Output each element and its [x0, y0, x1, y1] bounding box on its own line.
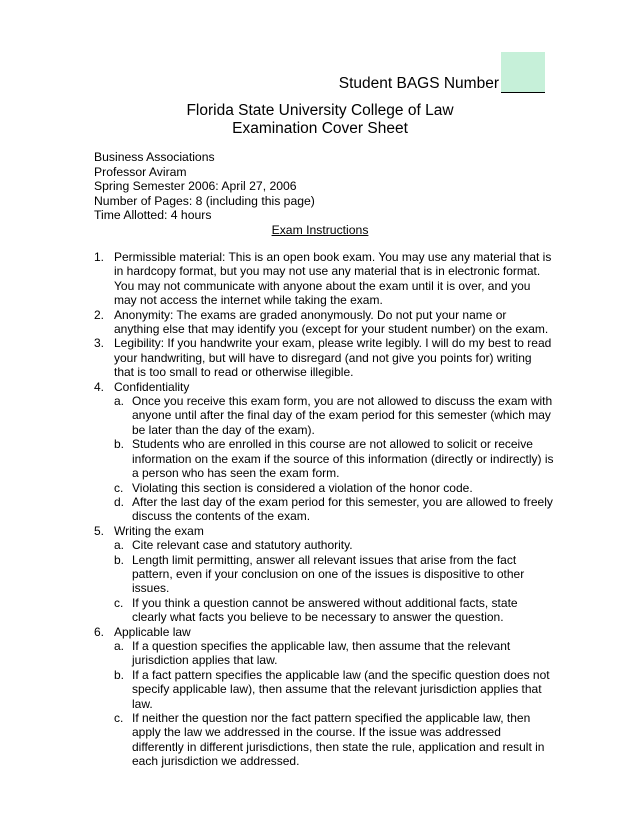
sub-item — [114, 495, 554, 524]
sub-item-text: If a fact pattern specifies the applicable law (and the specific question does not specify applicable law), then assume that the relevant jurisdiction applies that law. — [132, 667, 550, 711]
instruction-item — [94, 524, 554, 625]
sub-item — [114, 553, 554, 596]
sub-item-letter: b. — [114, 667, 125, 682]
sub-item — [114, 394, 554, 437]
item-text: Writing the exam — [114, 523, 204, 538]
exam-meta — [94, 150, 315, 223]
item-text: Legibility: If you handwrite your exam, please write legibly. I will do my best to read your handwriting, but will have to disregard (and not give you points for) writing that is too small to read or otherwise illegible. — [114, 336, 552, 380]
title-line-2: Examination Cover Sheet — [232, 120, 408, 137]
sub-item-letter: b. — [114, 552, 125, 567]
page-count: Number of Pages: 8 (including this page) — [94, 193, 315, 208]
sub-item-letter: c. — [114, 480, 124, 495]
item-number: 2. — [94, 307, 105, 322]
sub-item — [114, 538, 554, 552]
course-name: Business Associations — [94, 150, 215, 164]
item-number: 1. — [94, 250, 105, 264]
instruction-item — [94, 336, 554, 379]
sub-item — [114, 596, 554, 625]
sub-item-letter: a. — [114, 394, 125, 409]
sub-item-list — [114, 538, 554, 624]
sub-item-text: Students who are enrolled in this course are not allowed to solicit or receive information on the exam if the source of this information (directly or indirectly) is a person who has seen the exam form. — [132, 437, 554, 481]
sub-item — [114, 711, 554, 769]
sub-item — [114, 639, 554, 668]
sub-item-letter: b. — [114, 437, 125, 452]
item-number: 3. — [94, 336, 105, 351]
sub-item-letter: d. — [114, 494, 125, 509]
student-bags-number-row — [339, 52, 545, 93]
item-number: 5. — [94, 523, 105, 538]
instructions-heading: Exam Instructions — [271, 223, 369, 237]
semester-date: Spring Semester 2006: April 27, 2006 — [94, 179, 297, 194]
sub-item-text: If neither the question nor the fact pattern specified the applicable law, then apply the law we addressed in the course. If the issue was addressed differently in different jurisdictions, then state the rule, application and result in each jurisdiction we addressed. — [132, 711, 545, 769]
sub-item-text: Violating this section is considered a violation of the honor code. — [132, 480, 473, 495]
sub-item-letter: a. — [114, 638, 125, 653]
sub-item — [114, 481, 554, 495]
instruction-item — [94, 308, 554, 337]
sub-item-letter: c. — [114, 595, 124, 610]
sub-item-text: Cite relevant case and statutory authority. — [132, 538, 353, 553]
bags-number-label: Student BAGS Number — [338, 75, 499, 92]
sub-item-text: If you think a question cannot be answered without additional facts, state clearly what facts you believe to be necessary to answer the question. — [132, 595, 518, 625]
sub-item-text: If a question specifies the applicable law, then assume that the relevant jurisdiction applies that law. — [132, 638, 511, 668]
instruction-item — [94, 380, 554, 524]
item-text: Confidentiality — [114, 379, 190, 394]
title-line-1: Florida State University College of Law — [186, 102, 454, 119]
instruction-item — [94, 250, 554, 308]
instructions-list — [94, 250, 554, 769]
instructions-heading-row — [0, 223, 640, 237]
sub-item-letter: c. — [114, 711, 124, 725]
item-text: Anonymity: The exams are graded anonymously. Do not put your name or anything else that may identify you (except for your student number) on the exam. — [114, 307, 549, 337]
sub-item-list — [114, 639, 554, 769]
sub-item-letter: a. — [114, 538, 125, 553]
item-number: 6. — [94, 624, 105, 639]
item-text: Applicable law — [114, 624, 191, 639]
sub-item-text: Length limit permitting, answer all relevant issues that arise from the fact pattern, even if your conclusion on one of the issues is dispositive to other issues. — [132, 552, 525, 596]
sub-item — [114, 437, 554, 480]
item-text: Permissible material: This is an open book exam. You may use any material that is in hardcopy format, but you may not use any material that is in electronic format. You may not communicate with anyone about the exam until it is over, and you may not access the internet while taking the exam. — [114, 250, 552, 308]
document-title — [0, 102, 640, 138]
professor-name: Professor Aviram — [94, 164, 187, 179]
instruction-item — [94, 625, 554, 769]
bags-number-field[interactable] — [501, 52, 545, 93]
sub-item — [114, 668, 554, 711]
sub-item-list — [114, 394, 554, 524]
item-number: 4. — [94, 379, 105, 394]
sub-item-text: After the last day of the exam period for this semester, you are allowed to freely discuss the contents of the exam. — [132, 494, 553, 524]
sub-item-text: Once you receive this exam form, you are not allowed to discuss the exam with anyone until after the final day of the exam period for this semester (which may be later than the day of the exam). — [132, 394, 553, 437]
time-allotted: Time Allotted: 4 hours — [94, 208, 212, 223]
